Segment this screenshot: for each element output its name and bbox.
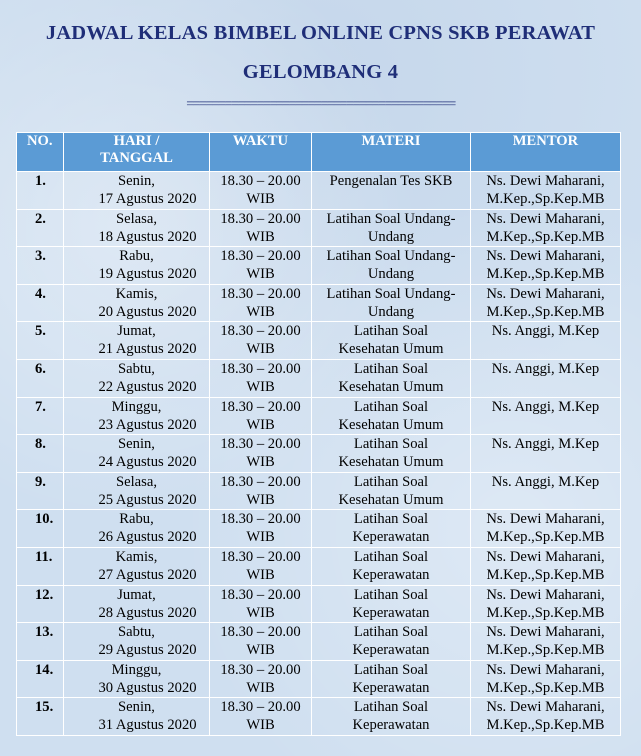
- document-title: JADWAL KELAS BIMBEL ONLINE CPNS SKB PERAWAT: [45, 22, 596, 44]
- row-time-zone: WIB: [246, 717, 275, 734]
- row-number: 4.: [17, 284, 64, 322]
- row-time-range: 18.30 – 20.00: [220, 661, 301, 678]
- row-date: 17 Agustus 2020: [98, 191, 197, 207]
- schedule-table: [16, 132, 621, 736]
- header-materi: MATERI: [312, 133, 471, 172]
- row-time: [210, 397, 312, 435]
- row-day-date: [64, 172, 210, 210]
- table-row: [17, 209, 621, 247]
- row-mentor: [471, 472, 621, 510]
- row-time: [210, 547, 312, 585]
- row-mentor-line1: Ns. Dewi Maharani,: [486, 548, 605, 565]
- row-day-date: [64, 660, 210, 698]
- header-hari-tanggal: [64, 133, 210, 172]
- row-mentor-line2: M.Kep.,Sp.Kep.MB: [486, 228, 605, 245]
- row-mentor: [471, 547, 621, 585]
- row-day: Senin,: [118, 699, 155, 716]
- table-row: [17, 397, 621, 435]
- row-materi-line2: Kesehatan Umum: [338, 341, 444, 358]
- row-day: Senin,: [118, 436, 155, 453]
- row-time-range: 18.30 – 20.00: [220, 548, 301, 565]
- row-day: Minggu,: [111, 398, 162, 415]
- row-time-range: 18.30 – 20.00: [220, 473, 301, 490]
- row-materi: [312, 510, 471, 548]
- row-time-range: 18.30 – 20.00: [220, 624, 301, 641]
- row-materi-line2: Undang: [367, 303, 415, 320]
- row-time-range: 18.30 – 20.00: [220, 511, 301, 528]
- row-time-zone: WIB: [246, 228, 275, 245]
- row-mentor: [471, 322, 621, 360]
- table-row: [17, 660, 621, 698]
- row-time-zone: WIB: [246, 566, 275, 583]
- row-time: [210, 247, 312, 285]
- table-row: [17, 623, 621, 661]
- row-materi: [312, 585, 471, 623]
- row-materi-line1: Pengenalan Tes SKB: [329, 173, 453, 189]
- row-mentor: [471, 359, 621, 397]
- row-materi: [312, 322, 471, 360]
- row-mentor-line2: M.Kep.,Sp.Kep.MB: [486, 679, 605, 696]
- table-row: [17, 472, 621, 510]
- row-time-zone: WIB: [246, 191, 275, 207]
- document-subtitle: GELOMBANG 4: [242, 61, 399, 83]
- row-time-zone: WIB: [246, 491, 275, 508]
- row-day-date: [64, 284, 210, 322]
- row-day-date: [64, 585, 210, 623]
- row-mentor-line2: M.Kep.,Sp.Kep.MB: [486, 303, 605, 320]
- row-time-zone: WIB: [246, 378, 275, 395]
- row-date: 21 Agustus 2020: [98, 341, 197, 358]
- row-mentor-line1: Ns. Anggi, M.Kep: [491, 323, 600, 340]
- row-materi: [312, 660, 471, 698]
- row-materi-line1: Latihan Soal: [353, 360, 429, 377]
- row-time: [210, 172, 312, 210]
- row-materi: [312, 698, 471, 736]
- row-day-date: [64, 209, 210, 247]
- row-number: 10.: [17, 510, 64, 548]
- row-materi-line1: Latihan Soal: [353, 436, 429, 453]
- row-date: 28 Agustus 2020: [98, 604, 197, 621]
- row-mentor-line1: Ns. Dewi Maharani,: [486, 285, 605, 302]
- row-date: 26 Agustus 2020: [98, 529, 197, 546]
- row-materi: [312, 547, 471, 585]
- row-date: 31 Agustus 2020: [98, 717, 197, 734]
- row-materi-line1: Latihan Soal: [353, 548, 429, 565]
- row-date: 23 Agustus 2020: [98, 416, 197, 433]
- row-time-range: 18.30 – 20.00: [220, 586, 301, 603]
- row-time-range: 18.30 – 20.00: [220, 436, 301, 453]
- row-mentor-line1: Ns. Dewi Maharani,: [486, 624, 605, 641]
- row-mentor: [471, 660, 621, 698]
- row-day: Sabtu,: [118, 360, 155, 377]
- row-materi-line1: Latihan Soal Undang-: [326, 285, 456, 302]
- row-materi-line1: Latihan Soal: [353, 661, 429, 678]
- row-mentor: [471, 435, 621, 473]
- row-mentor-line1: Ns. Anggi, M.Kep: [491, 398, 600, 415]
- row-number: 12.: [17, 585, 64, 623]
- row-mentor-line2: M.Kep.,Sp.Kep.MB: [486, 529, 605, 546]
- row-time-zone: WIB: [246, 604, 275, 621]
- row-mentor-line2: M.Kep.,Sp.Kep.MB: [486, 642, 605, 659]
- row-materi-line2: Keperawatan: [352, 529, 430, 546]
- row-time: [210, 435, 312, 473]
- row-day-date: [64, 698, 210, 736]
- row-materi-line2: Kesehatan Umum: [338, 416, 444, 433]
- table-row: [17, 510, 621, 548]
- row-materi-line1: Latihan Soal: [353, 398, 429, 415]
- row-day-date: [64, 472, 210, 510]
- row-time: [210, 359, 312, 397]
- row-materi-line2: Keperawatan: [352, 717, 430, 734]
- row-mentor-line1: Ns. Anggi, M.Kep: [491, 360, 600, 377]
- row-date: 20 Agustus 2020: [98, 303, 197, 320]
- row-time-zone: WIB: [246, 679, 275, 696]
- row-mentor-line1: Ns. Anggi, M.Kep: [491, 473, 600, 490]
- title-divider: ==========================================: [186, 97, 455, 112]
- row-time-zone: WIB: [246, 642, 275, 659]
- row-time: [210, 284, 312, 322]
- row-mentor-line1: Ns. Dewi Maharani,: [486, 210, 605, 227]
- row-materi-line1: Latihan Soal: [353, 511, 429, 528]
- row-day: Minggu,: [111, 661, 162, 678]
- row-time-range: 18.30 – 20.00: [220, 210, 301, 227]
- row-materi: [312, 359, 471, 397]
- row-day-date: [64, 435, 210, 473]
- row-time-zone: WIB: [246, 454, 275, 471]
- row-materi-line1: Latihan Soal Undang-: [326, 210, 456, 227]
- row-materi-line1: Latihan Soal: [353, 699, 429, 716]
- row-mentor: [471, 397, 621, 435]
- row-date: 19 Agustus 2020: [98, 266, 197, 283]
- row-number: 15.: [17, 698, 64, 736]
- row-date: 25 Agustus 2020: [98, 491, 197, 508]
- row-mentor-line2: M.Kep.,Sp.Kep.MB: [486, 266, 605, 283]
- schedule-table-header: [17, 133, 621, 172]
- row-materi-line2: Kesehatan Umum: [338, 454, 444, 471]
- row-time-zone: WIB: [246, 416, 275, 433]
- row-materi: [312, 472, 471, 510]
- row-materi-line2: Keperawatan: [352, 566, 430, 583]
- row-time: [210, 322, 312, 360]
- row-number: 7.: [17, 397, 64, 435]
- row-materi-line2: Undang: [367, 228, 415, 245]
- table-row: [17, 284, 621, 322]
- row-date: 24 Agustus 2020: [98, 454, 197, 471]
- row-mentor-line1: Ns. Dewi Maharani,: [486, 173, 605, 189]
- row-number: 3.: [17, 247, 64, 285]
- row-time: [210, 623, 312, 661]
- row-materi: [312, 284, 471, 322]
- row-time-zone: WIB: [246, 341, 275, 358]
- row-number: 14.: [17, 660, 64, 698]
- row-date: 27 Agustus 2020: [98, 566, 197, 583]
- row-day: Jumat,: [117, 586, 156, 603]
- row-date: 30 Agustus 2020: [98, 679, 197, 696]
- row-materi-line2: Undang: [367, 266, 415, 283]
- row-day-date: [64, 623, 210, 661]
- row-number: 6.: [17, 359, 64, 397]
- row-day: Sabtu,: [118, 624, 155, 641]
- row-day: Kamis,: [115, 548, 158, 565]
- row-materi-line2: Keperawatan: [352, 679, 430, 696]
- row-day-date: [64, 397, 210, 435]
- row-day: Senin,: [118, 173, 155, 189]
- row-mentor-line1: Ns. Dewi Maharani,: [486, 661, 605, 678]
- row-time: [210, 698, 312, 736]
- row-materi-line1: Latihan Soal: [353, 473, 429, 490]
- row-time-zone: WIB: [246, 303, 275, 320]
- row-mentor-line1: Ns. Dewi Maharani,: [486, 586, 605, 603]
- row-mentor: [471, 247, 621, 285]
- row-mentor-line2: M.Kep.,Sp.Kep.MB: [486, 566, 605, 583]
- row-date: 22 Agustus 2020: [98, 378, 197, 395]
- row-mentor: [471, 623, 621, 661]
- row-materi-line1: Latihan Soal Undang-: [326, 248, 456, 265]
- row-materi: [312, 172, 471, 210]
- row-time: [210, 585, 312, 623]
- row-time: [210, 510, 312, 548]
- row-time-range: 18.30 – 20.00: [220, 398, 301, 415]
- schedule-table-body: [17, 172, 621, 736]
- row-time-zone: WIB: [246, 529, 275, 546]
- row-mentor: [471, 698, 621, 736]
- row-mentor-line1: Ns. Dewi Maharani,: [486, 699, 605, 716]
- row-day-date: [64, 359, 210, 397]
- row-day: Selasa,: [116, 473, 157, 490]
- row-day-date: [64, 547, 210, 585]
- row-time: [210, 472, 312, 510]
- row-materi-line2: Keperawatan: [352, 604, 430, 621]
- row-materi-line2: Keperawatan: [352, 642, 430, 659]
- row-time-range: 18.30 – 20.00: [220, 360, 301, 377]
- row-day: Rabu,: [119, 511, 154, 528]
- row-day-date: [64, 322, 210, 360]
- row-mentor: [471, 510, 621, 548]
- row-time-range: 18.30 – 20.00: [220, 285, 301, 302]
- row-day-date: [64, 510, 210, 548]
- row-day-date: [64, 247, 210, 285]
- table-row: [17, 247, 621, 285]
- row-mentor-line1: Ns. Dewi Maharani,: [486, 248, 605, 265]
- row-number: 2.: [17, 209, 64, 247]
- header-tanggal: TANGGAL: [100, 150, 173, 166]
- header-mentor: MENTOR: [471, 133, 621, 172]
- row-mentor: [471, 284, 621, 322]
- row-mentor: [471, 585, 621, 623]
- table-row: [17, 585, 621, 623]
- table-row: [17, 172, 621, 210]
- row-materi-line1: Latihan Soal: [353, 323, 429, 340]
- row-mentor-line2: M.Kep.,Sp.Kep.MB: [486, 604, 605, 621]
- row-materi-line2: Kesehatan Umum: [338, 378, 444, 395]
- row-time-range: 18.30 – 20.00: [220, 248, 301, 265]
- header-waktu: WAKTU: [210, 133, 312, 172]
- row-time-range: 18.30 – 20.00: [220, 323, 301, 340]
- row-mentor-line2: M.Kep.,Sp.Kep.MB: [486, 191, 605, 207]
- row-mentor: [471, 172, 621, 210]
- row-time-zone: WIB: [246, 266, 275, 283]
- row-day: Selasa,: [116, 210, 157, 227]
- row-materi: [312, 435, 471, 473]
- row-time-range: 18.30 – 20.00: [220, 173, 301, 189]
- row-time-range: 18.30 – 20.00: [220, 699, 301, 716]
- table-row: [17, 359, 621, 397]
- row-mentor-line1: Ns. Dewi Maharani,: [486, 511, 605, 528]
- row-materi-line1: Latihan Soal: [353, 586, 429, 603]
- table-row: [17, 435, 621, 473]
- row-day: Jumat,: [117, 323, 156, 340]
- row-materi: [312, 623, 471, 661]
- row-number: 11.: [17, 547, 64, 585]
- row-number: 8.: [17, 435, 64, 473]
- table-row: [17, 547, 621, 585]
- row-materi-line1: Latihan Soal: [353, 624, 429, 641]
- row-day: Rabu,: [119, 248, 154, 265]
- row-date: 29 Agustus 2020: [98, 642, 197, 659]
- header-hari: HARI /: [113, 133, 160, 149]
- row-time: [210, 209, 312, 247]
- row-mentor-line2: M.Kep.,Sp.Kep.MB: [486, 717, 605, 734]
- table-row: [17, 698, 621, 736]
- row-time: [210, 660, 312, 698]
- row-date: 18 Agustus 2020: [98, 228, 197, 245]
- row-mentor-line1: Ns. Anggi, M.Kep: [491, 436, 600, 453]
- row-mentor: [471, 209, 621, 247]
- row-materi-line2: Kesehatan Umum: [338, 491, 444, 508]
- row-materi: [312, 247, 471, 285]
- row-number: 5.: [17, 322, 64, 360]
- table-row: [17, 322, 621, 360]
- row-number: 13.: [17, 623, 64, 661]
- row-day: Kamis,: [115, 285, 158, 302]
- header-no: NO.: [17, 133, 64, 172]
- row-number: 1.: [17, 172, 64, 210]
- row-number: 9.: [17, 472, 64, 510]
- row-materi: [312, 397, 471, 435]
- row-materi: [312, 209, 471, 247]
